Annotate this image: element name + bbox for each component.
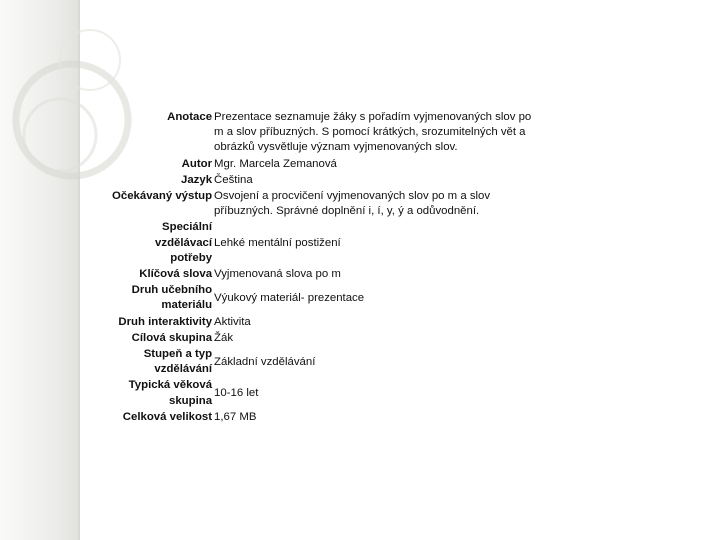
- row-label: Jazyk: [181, 173, 213, 186]
- table-row: [112, 157, 531, 173]
- sidebar-divider: [78, 0, 80, 540]
- row-value: Mgr. Marcela Zemanová: [214, 157, 337, 170]
- row-label: Celková velikost: [122, 410, 213, 423]
- row-value: Čeština: [214, 173, 253, 186]
- table-row: [112, 283, 531, 314]
- table-row: [112, 331, 531, 347]
- row-label: Stupeň a typ vzdělávání: [143, 348, 213, 376]
- row-label: Anotace: [167, 111, 213, 123]
- row-value: Aktivita: [214, 315, 251, 328]
- row-value: Vyjmenovaná slova po m: [214, 268, 341, 281]
- row-value: Prezentace seznamuje žáky s pořadím vyjmenovaných slov po m a slov příbuzných. S pomocí krátkých, srozumitelných vět a obrázků vysvětluje význam vyjmenovaných slov.: [214, 111, 532, 154]
- row-label: Klíčová slova: [139, 268, 213, 281]
- row-label: Cílová skupina: [131, 331, 213, 344]
- metadata-table: [112, 110, 531, 426]
- row-label: Typická věková skupina: [128, 379, 213, 407]
- row-value: Základní vzdělávání: [214, 355, 316, 368]
- table-row: [112, 267, 531, 283]
- row-label: Druh učebního materiálu: [131, 284, 213, 312]
- table-row: [112, 110, 531, 157]
- table-row: [112, 410, 531, 426]
- table-row: [112, 189, 531, 220]
- table-row: [112, 220, 531, 267]
- table-row: [112, 315, 531, 331]
- row-label: Autor: [181, 157, 213, 170]
- row-value: 1,67 MB: [214, 410, 257, 423]
- table-row: [112, 378, 531, 409]
- row-value: Osvojení a procvičení vyjmenovaných slov po m a slov příbuzných. Správné doplnění i, í, y, ý a odůvodnění.: [214, 190, 491, 218]
- row-value: Výukový materiál- prezentace: [214, 291, 365, 304]
- row-label: Speciální vzdělávací potřeby: [155, 221, 213, 264]
- row-label: Očekávaný výstup: [112, 190, 213, 203]
- table-row: [112, 347, 531, 378]
- table-row: [112, 173, 531, 189]
- row-value: Lehké mentální postižení: [214, 236, 341, 249]
- row-label: Druh interaktivity: [118, 315, 213, 328]
- row-value: 10-16 let: [214, 387, 259, 400]
- slide-sidebar-decoration: [0, 0, 78, 540]
- row-value: Žák: [214, 331, 234, 344]
